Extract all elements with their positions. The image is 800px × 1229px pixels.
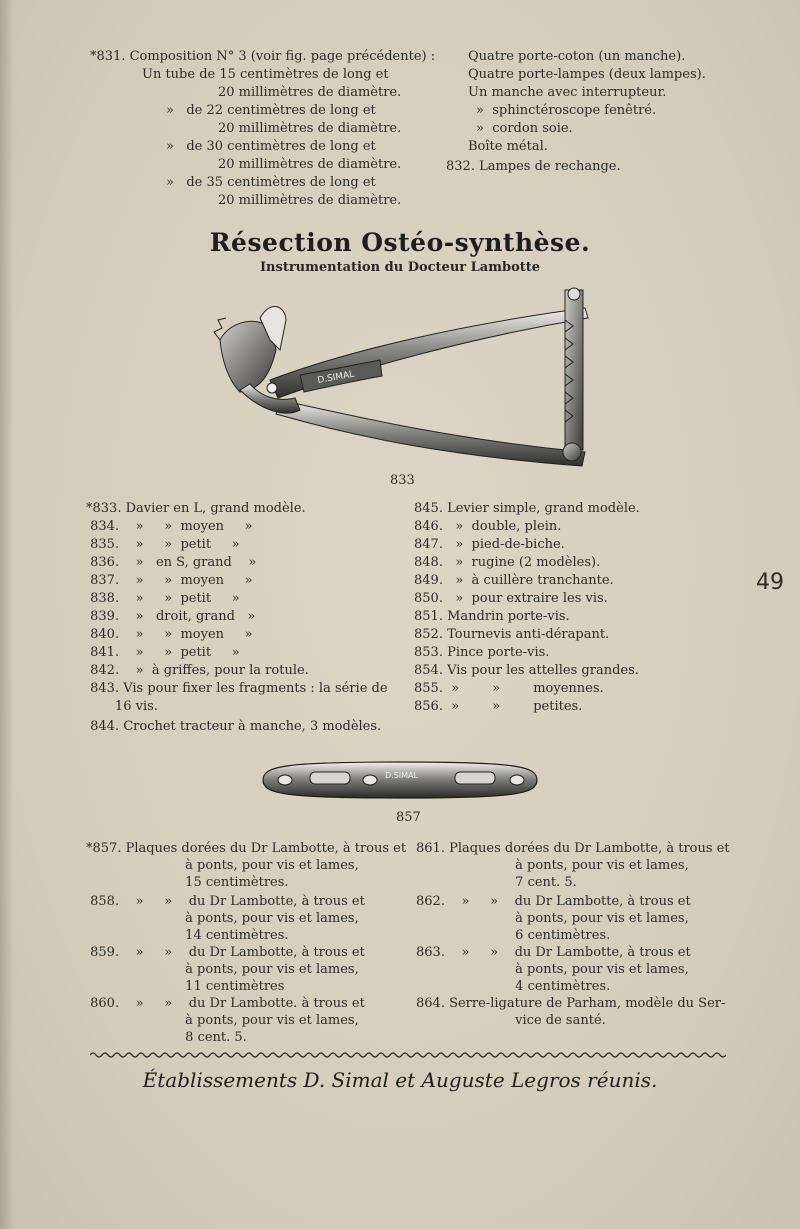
section-title: Résection Ostéo-synthèse. (209, 228, 591, 257)
item-831-line: 20 millimètres de diamètre. (218, 85, 402, 100)
item-831: *831. Composition N° 3 (voir fig. page précédente) : (90, 49, 436, 64)
list-item: *833. Davier en L, grand modèle. (86, 501, 306, 516)
section-subtitle: Instrumentation du Docteur Lambotte (259, 260, 541, 275)
list-item: 851. Mandrin porte-vis. (414, 609, 570, 624)
list-item: 861. Plaques dorées du Dr Lambotte, à trous et (416, 841, 730, 856)
list-item: 863. » » du Dr Lambotte, à trous et (416, 945, 691, 960)
list-item: 855. » » moyennes. (414, 681, 604, 696)
item-831-line: » de 22 centimètres de long et (166, 103, 376, 118)
list-item: 6 centimètres. (416, 928, 611, 943)
item-832: 832. Lampes de rechange. (446, 159, 621, 174)
list-item: 14 centimètres. (86, 928, 289, 943)
page-fold-shadow (0, 0, 14, 1229)
list-item: 847. » pied-de-biche. (414, 537, 565, 552)
list-item: 15 centimètres. (86, 875, 289, 890)
list-item: 842. » à griffes, pour la rotule. (86, 663, 309, 678)
list-item: 856. » » petites. (414, 699, 583, 714)
list-item: vice de santé. (416, 1013, 606, 1028)
list-item: 843. Vis pour fixer les fragments : la série de (86, 681, 388, 696)
figure-833-label: 833 (390, 473, 415, 488)
list-item: 859. » » du Dr Lambotte, à trous et (86, 945, 365, 960)
list-item: à ponts, pour vis et lames, (86, 858, 359, 873)
forceps-brand-label: D.SIMAL (316, 369, 356, 386)
list-item: Quatre porte-lampes (deux lampes). (468, 67, 706, 82)
list-item: 16 vis. (86, 699, 158, 714)
list-item: » sphinctéroscope fenêtré. (476, 103, 657, 118)
list-item: 853. Pince porte-vis. (414, 645, 550, 660)
bone-forceps-illustration (200, 280, 620, 470)
list-item: à ponts, pour vis et lames, (416, 858, 689, 873)
list-item: 837. » » moyen » (86, 573, 253, 588)
list-item: 862. » » du Dr Lambotte, à trous et (416, 894, 691, 909)
item-831-line: 20 millimètres de diamètre. (218, 193, 402, 208)
list-item: Un manche avec interrupteur. (468, 85, 667, 100)
list-item: 4 centimètres. (416, 979, 611, 994)
list-item: 839. » droit, grand » (86, 609, 256, 624)
list-item: *857. Plaques dorées du Dr Lambotte, à trous et (86, 841, 407, 856)
list-item: 854. Vis pour les attelles grandes. (414, 663, 639, 678)
list-item: à ponts, pour vis et lames, (416, 911, 689, 926)
list-item: 864. Serre-ligature de Parham, modèle du Ser- (416, 996, 726, 1011)
page-number: 49 (756, 570, 784, 595)
item-831-line: Un tube de 15 centimètres de long et (142, 67, 389, 82)
item-831-line: » de 35 centimètres de long et (166, 175, 376, 190)
list-item: 845. Levier simple, grand modèle. (414, 501, 640, 516)
list-item: à ponts, pour vis et lames, (86, 911, 359, 926)
list-item: 849. » à cuillère tranchante. (414, 573, 614, 588)
list-item: Boîte métal. (468, 139, 548, 154)
list-item: 852. Tournevis anti-dérapant. (414, 627, 610, 642)
list-item: 841. » » petit » (86, 645, 240, 660)
list-item: à ponts, pour vis et lames, (86, 962, 359, 977)
list-item: 860. » » du Dr Lambotte. à trous et (86, 996, 365, 1011)
list-item: 840. » » moyen » (86, 627, 253, 642)
item-831-line: 20 millimètres de diamètre. (218, 157, 402, 172)
list-item: 834. » » moyen » (86, 519, 253, 534)
list-item: 844. Crochet tracteur à manche, 3 modèles. (86, 719, 382, 734)
figure-857-label: 857 (396, 810, 421, 825)
item-831-line: 20 millimètres de diamètre. (218, 121, 402, 136)
list-item: 11 centimètres (86, 979, 285, 994)
list-item: à ponts, pour vis et lames, (86, 1013, 359, 1028)
list-item: 848. » rugine (2 modèles). (414, 555, 601, 570)
item-831-line: » de 30 centimètres de long et (166, 139, 376, 154)
plate-brand-label: D.SIMAL (385, 771, 418, 780)
list-item: » cordon soie. (476, 121, 573, 136)
list-item: 850. » pour extraire les vis. (414, 591, 608, 606)
list-item: 7 cent. 5. (416, 875, 577, 890)
wavy-divider (90, 1050, 726, 1060)
list-item: 836. » en S, grand » (86, 555, 257, 570)
list-item: à ponts, pour vis et lames, (416, 962, 689, 977)
list-item: 838. » » petit » (86, 591, 240, 606)
list-item: 846. » double, plein. (414, 519, 562, 534)
list-item: 858. » » du Dr Lambotte, à trous et (86, 894, 365, 909)
list-item: Quatre porte-coton (un manche). (468, 49, 686, 64)
list-item: 835. » » petit » (86, 537, 240, 552)
publisher-footer: Établissements D. Simal et Auguste Legros réunis. (142, 1068, 658, 1092)
list-item: 8 cent. 5. (86, 1030, 247, 1045)
bone-plate-illustration (255, 758, 545, 802)
